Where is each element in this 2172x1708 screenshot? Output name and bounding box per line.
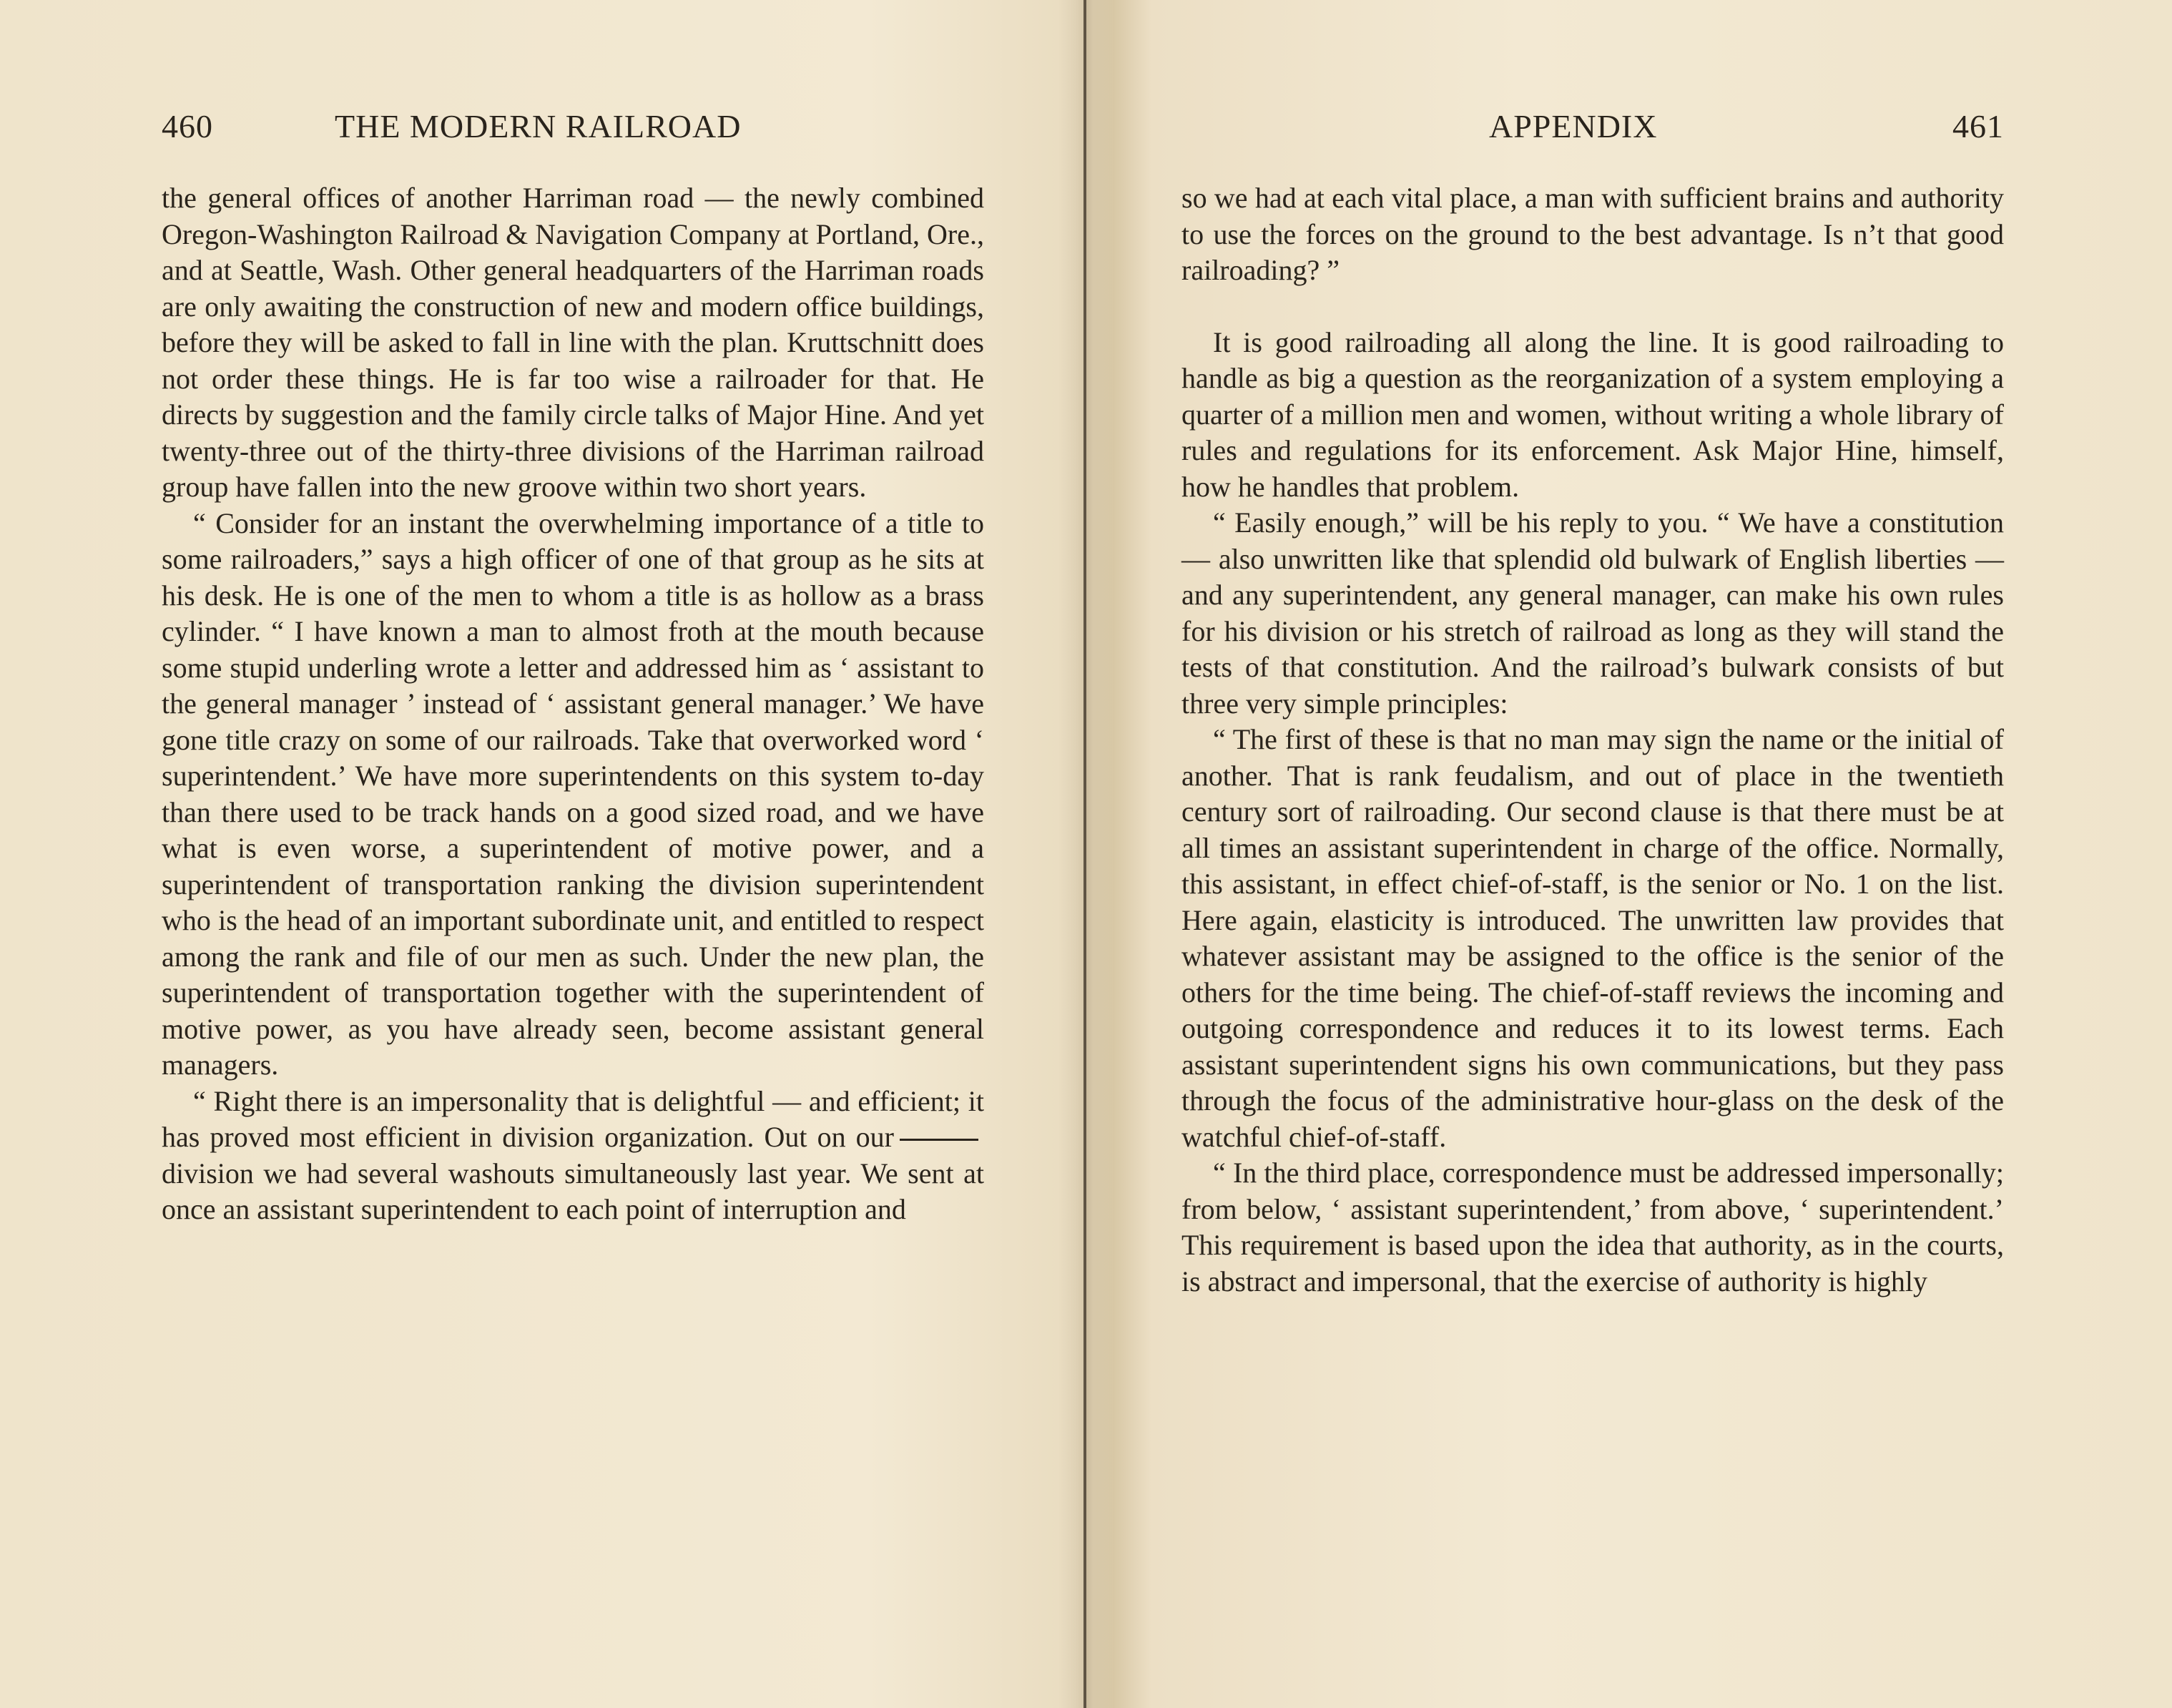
blank-rule <box>900 1139 978 1141</box>
paragraph: “ Consider for an instant the overwhelming importance of a title to some railroaders,” says a high officer of one of that group as he sits at his desk. He is one of the men to whom a title is as hollow as a brass cylinder. “ I have known a man to almost froth at the mouth because some stupid underling wrote a letter and addressed him as ‘ assistant to the general manager ’ instead of ‘ assistant general manager.’ We have gone title crazy on some of our railroads. Take that overworked word ‘ superintendent.’ We have more superintendents on this system to-day than there used to be track hands on a good sized road, and we have what is even worse, a superintendent of motive power, and a superintendent of transportation ranking the division superintendent who is the head of an important subordinate unit, and entitled to respect among the rank and file of our men as such. Under the new plan, the superintendent of transportation together with the superintendent of motive power, as you have already seen, become assistant general managers. <box>162 506 984 1081</box>
paragraph: so we had at each vital place, a man with sufficient brains and authority to use the forces on the ground to the best advantage. Is n’t that good railroading? ” <box>1181 182 2004 286</box>
paragraph <box>162 1084 984 1228</box>
running-title: THE MODERN RAILROAD <box>335 108 742 144</box>
left-page-body <box>162 180 984 1228</box>
paragraph-text: division we had several washouts simultaneously last year. We sent at once an assistant superintendent to each point of interruption and <box>162 1157 984 1225</box>
right-page <box>1086 0 2172 1708</box>
left-page-header <box>162 107 984 150</box>
paragraph: “ The first of these is that no man may sign the name or the initial of another. That is rank feudalism, and out of place in the twentieth century sort of railroading. Our second clause is that there must be at all times an assistant superintendent in charge of the office. Normally, this assistant, in effect chief-of-staff, is the senior or No. 1 on the list. Here again, elasticity is introduced. The unwritten law provides that whatever assistant may be assigned to the office is the senior of the others for the time being. The chief-of-staff reviews the incoming and outgoing correspondence and reduces it to its lowest terms. Each assistant superintendent signs his own communications, but they pass through the focus of the administrative hour-glass on the desk of the watchful chief-of-staff. <box>1181 723 2004 1153</box>
running-title: APPENDIX <box>1489 108 1658 144</box>
paragraph: the general offices of another Harriman road — the newly combined Oregon-Washington Railroad & Navigation Company at Portland, Ore., and at Seattle, Wash. Other general headquarters of the Harriman roads are only awaiting the construction of new and modern office buildings, before they will be asked to fall in line with the plan. Kruttschnitt does not order these things. He is far too wise a railroader for that. He directs by suggestion and the family circle talks of Major Hine. And yet twenty-three out of the thirty-three divisions of the Harriman railroad group have fallen into the new groove within two short years. <box>162 182 984 503</box>
right-page-body <box>1181 180 2004 1300</box>
paragraph: “ Easily enough,” will be his reply to you. “ We have a constitution — also unwritten like that splendid old bulwark of English liberties — and any superintendent, any general manager, can make his own rules for his division or his stretch of railroad as long as they will stand the tests of that constitution. And the railroad’s bulwark consists of but three very simple principles: <box>1181 506 2004 720</box>
page-number: 460 <box>162 108 213 144</box>
left-page <box>0 0 1083 1708</box>
paragraph-text: “ Right there is an impersonality that is delightful — and efficient; it has proved most efficient in division organization. Out on our <box>162 1084 984 1153</box>
page-number: 461 <box>1952 108 2004 144</box>
right-page-header <box>1181 107 2004 150</box>
paragraph: It is good railroading all along the line. It is good railroading to handle as big a question as the reorganization of a system employing a quarter of a million men and women, without writing a whole library of rules and regulations for its enforcement. Ask Major Hine, himself, how he handles that problem. <box>1181 325 2004 503</box>
paragraph: “ In the third place, correspondence must be addressed impersonally; from below, ‘ assistant superintendent,’ from above, ‘ superintendent.’ This requirement is based upon the idea that authority, as in the courts, is abstract and impersonal, that the exercise of authority is highly <box>1181 1157 2004 1297</box>
